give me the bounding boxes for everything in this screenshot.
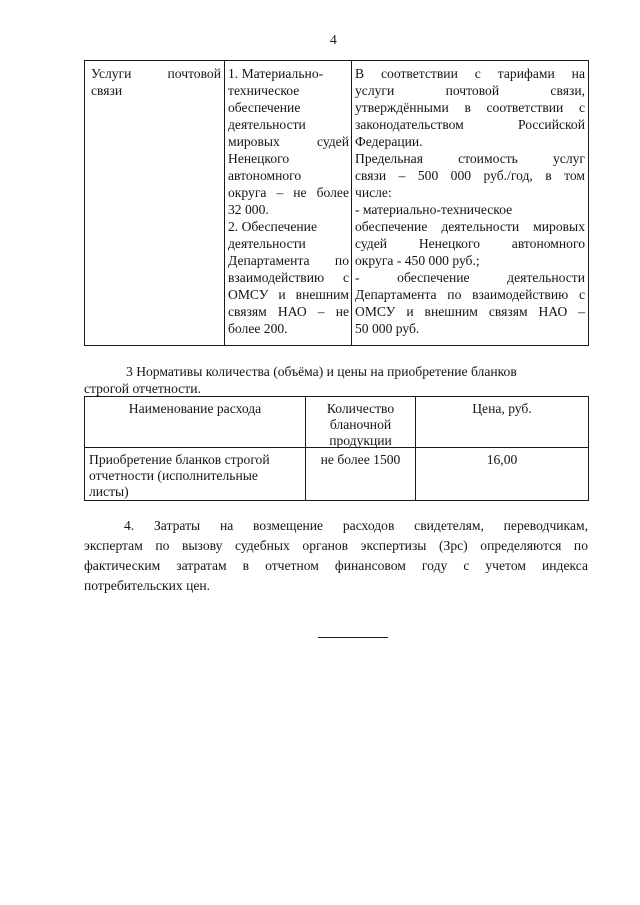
cell-line: техническое — [228, 83, 300, 98]
cell-line: обеспечение — [228, 100, 301, 115]
header-line: Количество — [326, 401, 395, 416]
paragraph-line: 4. Затраты на возмещение расходов свидетелям, переводчикам, — [124, 518, 588, 533]
cell-line: отчетности (исполнительные — [89, 468, 258, 483]
cell-line: связям НАО – не — [228, 304, 349, 319]
cell-line: связи – 500 000 руб./год, в том — [355, 168, 585, 183]
header-line: продукции — [329, 433, 392, 448]
end-separator-line — [318, 637, 388, 638]
cell-line: Ненецкого — [228, 151, 290, 166]
cell-line: связи — [91, 83, 123, 98]
cell-line: Департамента по взаимодействию с — [355, 287, 585, 302]
table-border-top — [84, 60, 589, 61]
cell-line: услуги почтовой связи, — [355, 83, 585, 98]
header-line: бланочной — [329, 417, 392, 432]
table-divider-1 — [224, 60, 225, 346]
cell-line: законодательством Российской — [355, 117, 585, 132]
table-border-left — [84, 396, 85, 501]
table-border-bottom — [84, 345, 589, 346]
paragraph-line: потребительских цен. — [84, 578, 211, 593]
cell-line: 32 000. — [228, 202, 269, 217]
cell-line: Предельная стоимость услуг — [355, 151, 585, 166]
table-border-top — [84, 396, 589, 397]
cell-line: листы) — [89, 484, 129, 499]
cell-line: Департамента по — [228, 253, 349, 268]
cell-line: Приобретение бланков строгой — [89, 452, 270, 467]
row-quantity: не более 1500 — [320, 452, 401, 467]
page-number: 4 — [330, 32, 337, 47]
cell-line: мировых судей — [228, 134, 349, 149]
cell-line: ОМСУ и внешним связям НАО – — [355, 304, 585, 319]
cell-line: числе: — [355, 185, 392, 200]
cell-line: - обеспечение деятельности — [355, 270, 585, 285]
cell-line: деятельности — [228, 117, 306, 132]
paragraph-line: экспертам по вызову судебных органов экспертизы (Зрс) определяются по — [84, 538, 588, 553]
cell-line: В соответствии с тарифами на — [355, 66, 585, 81]
table-border-right — [588, 396, 589, 501]
cell-line: округа - 450 000 руб.; — [355, 253, 480, 268]
cell-line: 1. Материально- — [228, 66, 324, 81]
cell-line: 50 000 руб. — [355, 321, 420, 336]
cell-line: Услуги почтовой — [91, 66, 221, 81]
row-price: 16,00 — [486, 452, 518, 467]
cell-line: 2. Обеспечение — [228, 219, 317, 234]
cell-line: утверждёнными в соответствии с — [355, 100, 585, 115]
cell-line: судей Ненецкого автономного — [355, 236, 585, 251]
header-price: Цена, руб. — [472, 401, 532, 416]
cell-line: деятельности — [228, 236, 306, 251]
table-border-left — [84, 60, 85, 346]
cell-line: Федерации. — [355, 134, 423, 149]
paragraph-line: фактическим затратам в отчетном финансовом году с учетом индекса — [84, 558, 588, 573]
cell-line: взаимодействию с — [228, 270, 349, 285]
cell-line: ОМСУ и внешним — [228, 287, 349, 302]
cell-line: автономного — [228, 168, 302, 183]
cell-line: округа – не более — [228, 185, 349, 200]
table-divider-1 — [305, 396, 306, 501]
header-expense-name: Наименование расхода — [128, 401, 262, 416]
paragraph-line: 3 Нормативы количества (объёма) и цены на приобретение бланков — [126, 364, 517, 379]
cell-line: более 200. — [228, 321, 288, 336]
table-border-right — [588, 60, 589, 346]
table-border-bottom — [84, 500, 589, 501]
table-divider-2 — [415, 396, 416, 501]
cell-line: обеспечение деятельности мировых — [355, 219, 585, 234]
table-divider-2 — [351, 60, 352, 346]
paragraph-line: строгой отчетности. — [84, 381, 201, 396]
cell-line: - материально-техническое — [355, 202, 513, 217]
